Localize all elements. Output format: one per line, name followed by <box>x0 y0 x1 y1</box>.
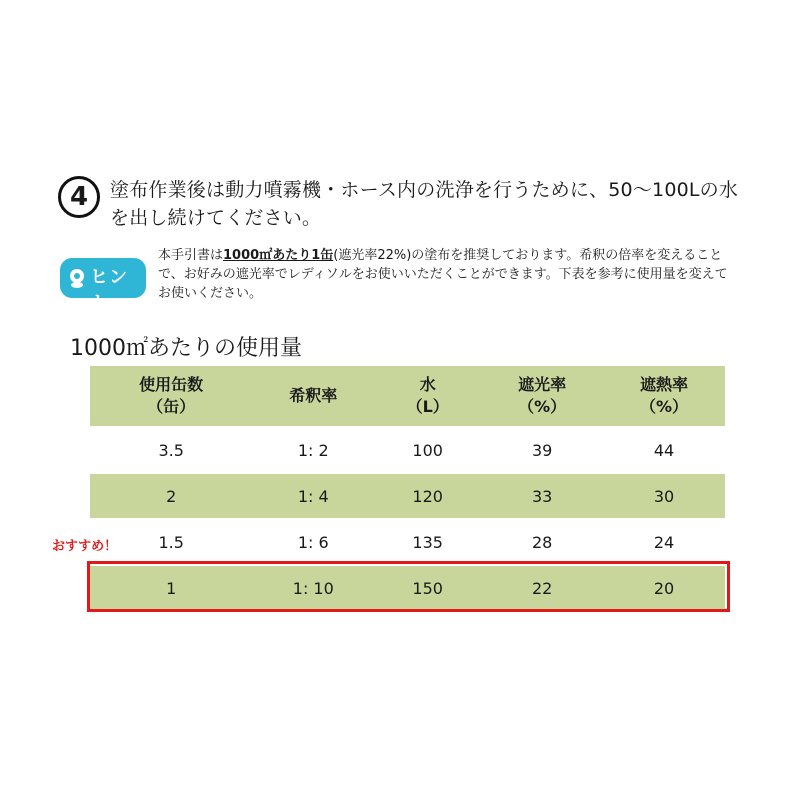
header-cans <box>90 366 252 427</box>
header-line1: 水 <box>419 375 436 394</box>
table-cell: 33 <box>481 473 603 519</box>
hint-text <box>158 246 738 303</box>
table-cell: 120 <box>374 473 481 519</box>
lightbulb-icon <box>66 266 90 290</box>
table-title: 1000㎡あたりの使用量 <box>70 336 302 361</box>
table-cell: 1: 10 <box>252 565 374 611</box>
table-row <box>90 473 725 519</box>
hint-text-after: (遮光率22%)の塗布を推奨しております。希釈の倍率を変えることで、お好みの遮光率でレディソルをお使いいただくことができます。下表を参考に使用量を変えてお使いください。 <box>158 248 728 301</box>
header-line2: （L） <box>406 397 449 416</box>
table-cell: 28 <box>481 519 603 565</box>
header-line1: 希釈率 <box>289 386 338 405</box>
table-cell: 1: 2 <box>252 427 374 473</box>
table-cell: 22 <box>481 565 603 611</box>
table-cell: 1.5 <box>90 519 252 565</box>
recommended-highlight-box <box>87 561 730 612</box>
hint-text-bold: 1000㎡あたり1缶 <box>223 248 334 263</box>
header-line2: （%） <box>518 397 567 416</box>
hint-label: ヒント <box>90 267 128 314</box>
table-row <box>90 519 725 565</box>
table-header-row <box>90 366 725 427</box>
step-instruction-text: 塗布作業後は動力噴霧機・ホース内の洗浄を行うために、50〜100Lの水を出し続けてください。 <box>110 179 739 229</box>
header-line2: （%） <box>640 397 689 416</box>
table-cell: 20 <box>603 565 725 611</box>
table-cell: 30 <box>603 473 725 519</box>
hint-badge <box>60 258 146 314</box>
header-water <box>374 366 481 427</box>
header-line2: （缶） <box>147 397 196 416</box>
table-cell: 150 <box>374 565 481 611</box>
step-number-badge: 4 <box>58 176 100 218</box>
table-cell: 100 <box>374 427 481 473</box>
hint-text-before: 本手引書は <box>158 248 224 263</box>
header-heat-shield <box>603 366 725 427</box>
header-dilution <box>252 366 374 427</box>
table-cell: 135 <box>374 519 481 565</box>
table-cell: 24 <box>603 519 725 565</box>
header-line1: 遮熱率 <box>640 375 689 394</box>
table-row <box>90 427 725 473</box>
table-cell: 44 <box>603 427 725 473</box>
recommend-label: おすすめ！ <box>52 539 118 554</box>
header-line1: 使用缶数 <box>139 375 204 394</box>
table-cell: 39 <box>481 427 603 473</box>
table-cell: 1: 6 <box>252 519 374 565</box>
table-cell: 1: 4 <box>252 473 374 519</box>
header-shading <box>481 366 603 427</box>
table-cell: 3.5 <box>90 427 252 473</box>
table-cell: 2 <box>90 473 252 519</box>
table-cell: 1 <box>90 565 252 611</box>
header-line1: 遮光率 <box>518 375 567 394</box>
